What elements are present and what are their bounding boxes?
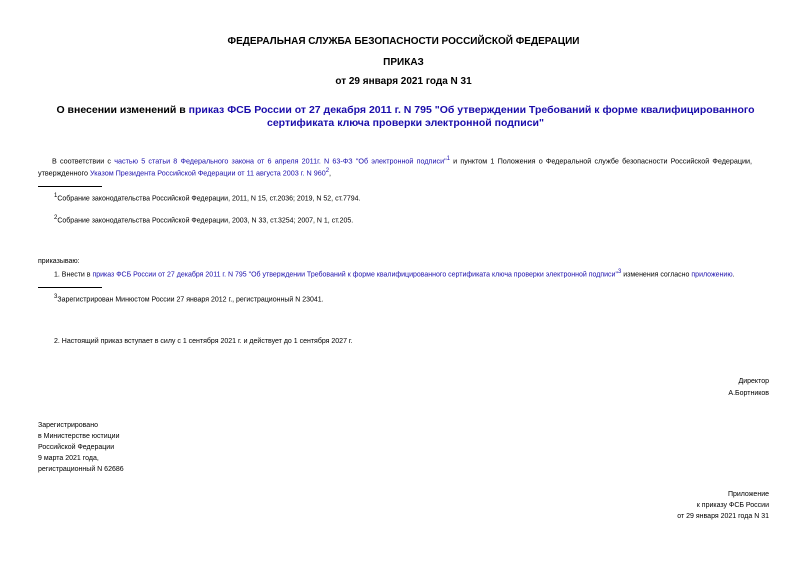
- item-text: изменения согласно: [621, 271, 692, 279]
- preamble-text: В соответствии с: [52, 156, 115, 166]
- footnote-mark: 2: [54, 215, 58, 221]
- order-verb: приказываю:: [38, 258, 80, 265]
- preamble-link-decree[interactable]: Указом Президента Российской Федерации от 11 августа 2003 г. N 960: [90, 168, 326, 178]
- document-type: ПРИКАЗ: [383, 57, 424, 68]
- registration-line: Российской Федерации: [38, 444, 115, 451]
- preamble-link-law[interactable]: частью 5 статьи 8 Федерального закона от 6 апреля 2011г. N 63-ФЗ "Об электронной подписи": [114, 156, 447, 166]
- footnote-divider: [38, 287, 102, 288]
- footnote-mark: 3: [54, 294, 58, 300]
- order-item-2: 2. Настоящий приказ вступает в силу с 1 сентября 2021 г. и действует до 1 сентября 2027 г.: [54, 338, 353, 345]
- signature-title: Директор: [738, 378, 769, 385]
- registration-line: регистрационный N 62686: [38, 466, 124, 473]
- registration-block: [38, 420, 124, 475]
- item-text: .: [732, 271, 735, 279]
- preamble-text: и пунктом 1 Положения о Федеральной службе безопасности Российской Федерации,: [449, 156, 753, 166]
- registration-line: 9 марта 2021 года,: [38, 455, 99, 462]
- subject-link[interactable]: приказ ФСБ России от 27 декабря 2011 г. N 795 "Об утверждении Требований к форме квалифицированного сертификата ключа проверки электронной подписи": [188, 104, 755, 129]
- document-subject: [38, 104, 773, 130]
- appendix-line: от 29 января 2021 года N 31: [677, 513, 769, 520]
- footnote-text: Зарегистрирован Минюстом России 27 января 2012 г., регистрационный N 23041.: [57, 296, 324, 304]
- footnote-ref-3[interactable]: 3: [617, 269, 622, 275]
- footnote-text: Собрание законодательства Российской Федерации, 2011, N 15, ст.2036; 2019, N 52, ст.7794.: [57, 195, 361, 203]
- footnote-3: [54, 294, 324, 303]
- footnote-1: [54, 193, 360, 202]
- subject-prefix: О внесении изменений в: [56, 104, 189, 116]
- appendix-block: [677, 489, 769, 522]
- registration-line: Зарегистрировано: [38, 422, 98, 429]
- preamble-line-2: [38, 165, 768, 179]
- appendix-line: к приказу ФСБ России: [696, 502, 769, 509]
- signature-name: А.Бортников: [728, 390, 769, 397]
- footnote-mark: 1: [54, 193, 58, 199]
- item-link-order-795[interactable]: приказ ФСБ России от 27 декабря 2011 г. N 795 "Об утверждении Требований к форме квалифицированного сертификата ключа проверки электронной подписи": [92, 271, 618, 279]
- registration-line: в Министерстве юстиции: [38, 433, 120, 440]
- agency-title: ФЕДЕРАЛЬНАЯ СЛУЖБА БЕЗОПАСНОСТИ РОССИЙСКОЙ ФЕДЕРАЦИИ: [227, 36, 580, 47]
- preamble-text: ,: [329, 168, 332, 178]
- item-text: 1. Внести в: [54, 271, 93, 279]
- document-date-number: от 29 января 2021 года N 31: [335, 76, 472, 87]
- footnote-ref-2[interactable]: 2: [325, 168, 330, 174]
- preamble-text: утвержденного: [38, 168, 91, 178]
- order-item-1: [54, 269, 735, 278]
- appendix-line: Приложение: [727, 491, 769, 498]
- footnote-divider: [38, 186, 102, 187]
- footnote-2: [54, 215, 353, 224]
- item-link-appendix[interactable]: приложению: [691, 271, 733, 279]
- footnote-text: Собрание законодательства Российской Федерации, 2003, N 33, ст.3254; 2007, N 1, ст.205.: [57, 217, 354, 225]
- footnote-ref-1[interactable]: 1: [446, 156, 450, 162]
